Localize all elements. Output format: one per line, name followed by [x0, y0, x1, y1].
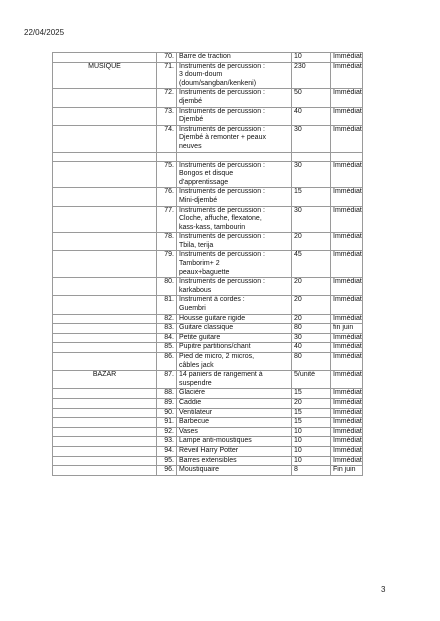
item-quantity: 8 [292, 466, 331, 476]
item-quantity: 10 [292, 427, 331, 437]
item-quantity: 15 [292, 188, 331, 206]
item-quantity: 15 [292, 389, 331, 399]
table-row [53, 427, 363, 437]
item-description: Instruments de percussion : Cloche, affuche, flexatone, kass-kass, tambourin [177, 206, 292, 233]
category-cell [53, 53, 157, 63]
item-availability: Immédiat [331, 446, 363, 456]
item-number: 91. [157, 418, 177, 428]
item-quantity: 80 [292, 324, 331, 334]
item-number: 87. [157, 371, 177, 389]
item-number: 74. [157, 125, 177, 152]
item-number: 81. [157, 296, 177, 314]
category-cell [53, 437, 157, 447]
category-label-musique: MUSIQUE [53, 62, 157, 89]
item-quantity: 10 [292, 437, 331, 447]
item-description: Réveil Harry Potter [177, 446, 292, 456]
item-number: 76. [157, 188, 177, 206]
table-row [53, 251, 363, 278]
item-description: 14 paniers de rangement à suspendre [177, 371, 292, 389]
item-number: 86. [157, 353, 177, 371]
item-quantity: 10 [292, 53, 331, 63]
item-number: 83. [157, 324, 177, 334]
item-description: Moustiquaire [177, 466, 292, 476]
item-availability: Immédiat [331, 398, 363, 408]
item-availability: Immédiat [331, 161, 363, 188]
category-cell [53, 456, 157, 466]
table-row [53, 161, 363, 188]
table-row [53, 188, 363, 206]
category-cell [53, 89, 157, 107]
item-quantity: 20 [292, 278, 331, 296]
item-description: Housse guitare rigide [177, 314, 292, 324]
item-quantity: 230 [292, 62, 331, 89]
item-number: 75. [157, 161, 177, 188]
item-availability: Immédiat [331, 427, 363, 437]
item-availability: Immédiat [331, 251, 363, 278]
item-description: Barre de traction [177, 53, 292, 63]
item-quantity: 15 [292, 408, 331, 418]
item-number: 90. [157, 408, 177, 418]
category-cell [53, 107, 157, 125]
item-quantity: 30 [292, 333, 331, 343]
item-description: Glacière [177, 389, 292, 399]
item-description: Instruments de percussion : Djembé à remonter + peaux neuves [177, 125, 292, 152]
item-number: 85. [157, 343, 177, 353]
item-number: 93. [157, 437, 177, 447]
category-cell [53, 466, 157, 476]
item-availability: Immédiat [331, 343, 363, 353]
item-quantity: 5/unité [292, 371, 331, 389]
item-number: 96. [157, 466, 177, 476]
item-description: Instruments de percussion : 3 doum-doum (doum/sangban/kenkeni) [177, 62, 292, 89]
table-row [53, 278, 363, 296]
item-quantity: 20 [292, 296, 331, 314]
table-row-spacer [53, 152, 363, 161]
category-cell [53, 408, 157, 418]
item-availability: Immédiat [331, 418, 363, 428]
item-number: 78. [157, 233, 177, 251]
item-quantity: 10 [292, 446, 331, 456]
item-description: Instruments de percussion : Bongos et disque d'apprentissage [177, 161, 292, 188]
item-quantity: 30 [292, 161, 331, 188]
item-number: 89. [157, 398, 177, 408]
table-row [53, 343, 363, 353]
table-row [53, 89, 363, 107]
category-cell [53, 398, 157, 408]
table-row [53, 408, 363, 418]
item-quantity: 40 [292, 343, 331, 353]
item-availability: Immédiat [331, 125, 363, 152]
item-number: 73. [157, 107, 177, 125]
item-description: Instruments de percussion : Tbila, terija [177, 233, 292, 251]
item-description: Lampe anti-moustiques [177, 437, 292, 447]
item-quantity: 80 [292, 353, 331, 371]
table-row [53, 53, 363, 63]
item-availability: Immédiat [331, 389, 363, 399]
item-number: 79. [157, 251, 177, 278]
item-availability: Fin juin [331, 466, 363, 476]
table-row [53, 333, 363, 343]
category-cell [53, 389, 157, 399]
category-cell [53, 296, 157, 314]
item-quantity: 50 [292, 89, 331, 107]
item-description: Instruments de percussion : Djembé [177, 107, 292, 125]
item-description: Instruments de percussion : Mini-djembé [177, 188, 292, 206]
item-availability: Immédiat [331, 314, 363, 324]
category-cell [53, 125, 157, 152]
table-row [53, 206, 363, 233]
item-availability: Immédiat [331, 353, 363, 371]
item-description: Instruments de percussion : djembé [177, 89, 292, 107]
table-row [53, 324, 363, 334]
page-number: 3 [381, 585, 386, 594]
table-row [53, 446, 363, 456]
table-row [53, 371, 363, 389]
category-label-bazar: BAZAR [53, 371, 157, 389]
item-quantity: 20 [292, 314, 331, 324]
item-availability: Immédiat [331, 437, 363, 447]
item-availability: Immédiat [331, 53, 363, 63]
item-number: 92. [157, 427, 177, 437]
item-availability: Immédiat [331, 188, 363, 206]
item-description: Pupitre partitions/chant [177, 343, 292, 353]
item-quantity: 30 [292, 125, 331, 152]
item-description: Instruments de percussion : Tamborim+ 2 peaux+baguette [177, 251, 292, 278]
empty-cell [177, 152, 292, 161]
item-description: Pied de micro, 2 micros, câbles jack [177, 353, 292, 371]
inventory-table [52, 52, 363, 476]
empty-cell [292, 152, 331, 161]
item-availability: Immédiat [331, 62, 363, 89]
table-row [53, 398, 363, 408]
item-description: Ventilateur [177, 408, 292, 418]
table-row [53, 125, 363, 152]
item-quantity: 40 [292, 107, 331, 125]
item-availability: Immédiat [331, 278, 363, 296]
category-cell [53, 251, 157, 278]
item-quantity: 45 [292, 251, 331, 278]
item-availability: Immédiat [331, 333, 363, 343]
item-description: Instruments de percussion : karkabous [177, 278, 292, 296]
item-description: Barres extensibles [177, 456, 292, 466]
table-row [53, 233, 363, 251]
category-cell [53, 324, 157, 334]
item-number: 94. [157, 446, 177, 456]
category-cell [53, 418, 157, 428]
item-number: 95. [157, 456, 177, 466]
empty-cell [157, 152, 177, 161]
table-row [53, 456, 363, 466]
table-row [53, 353, 363, 371]
category-cell [53, 343, 157, 353]
category-cell [53, 206, 157, 233]
item-number: 82. [157, 314, 177, 324]
table-row [53, 437, 363, 447]
item-availability: Immédiat [331, 371, 363, 389]
category-cell [53, 161, 157, 188]
item-availability: Immédiat [331, 408, 363, 418]
item-quantity: 15 [292, 418, 331, 428]
item-availability: Immédiat [331, 456, 363, 466]
table-row [53, 466, 363, 476]
category-cell [53, 427, 157, 437]
item-number: 88. [157, 389, 177, 399]
table-row [53, 62, 363, 89]
category-cell [53, 188, 157, 206]
item-description: Barbecue [177, 418, 292, 428]
table-row [53, 107, 363, 125]
category-cell [53, 152, 157, 161]
table-row [53, 418, 363, 428]
item-description: Vases [177, 427, 292, 437]
category-cell [53, 278, 157, 296]
item-availability: Immédiat [331, 233, 363, 251]
item-number: 80. [157, 278, 177, 296]
table-row [53, 314, 363, 324]
empty-cell [331, 152, 363, 161]
item-availability: Immédiat [331, 89, 363, 107]
item-availability: Immédiat [331, 107, 363, 125]
item-description: Caddie [177, 398, 292, 408]
category-cell [53, 353, 157, 371]
item-quantity: 20 [292, 233, 331, 251]
item-description: Guitare classique [177, 324, 292, 334]
item-availability: Immédiat [331, 296, 363, 314]
page-date: 22/04/2025 [24, 28, 65, 37]
item-number: 77. [157, 206, 177, 233]
item-availability: fin juin [331, 324, 363, 334]
item-number: 70. [157, 53, 177, 63]
item-description: Instrument à cordes : Guembri [177, 296, 292, 314]
table-row [53, 296, 363, 314]
item-number: 84. [157, 333, 177, 343]
item-quantity: 10 [292, 456, 331, 466]
category-cell [53, 446, 157, 456]
table-row [53, 389, 363, 399]
item-availability: Immédiat [331, 206, 363, 233]
category-cell [53, 314, 157, 324]
item-number: 71. [157, 62, 177, 89]
item-description: Petite guitare [177, 333, 292, 343]
item-quantity: 30 [292, 206, 331, 233]
category-cell [53, 333, 157, 343]
item-number: 72. [157, 89, 177, 107]
item-quantity: 20 [292, 398, 331, 408]
category-cell [53, 233, 157, 251]
